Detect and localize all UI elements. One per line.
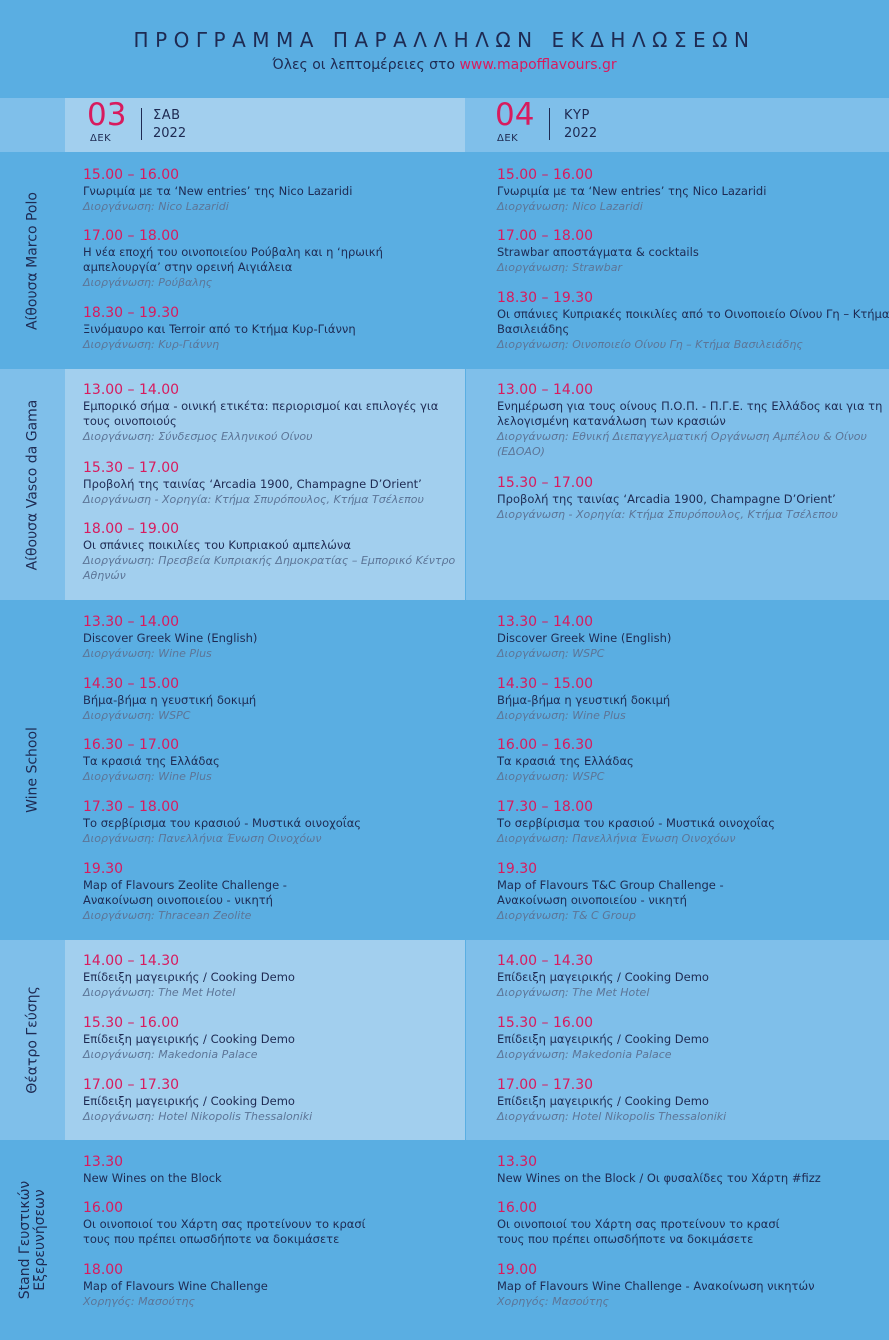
event [83, 677, 463, 723]
hall-name: Θέατρο Γεύσης [24, 986, 40, 1094]
event-title: Βήμα-βήμα η γευστική δοκιμή [83, 693, 257, 707]
event-organizer: Διοργάνωση: Wine Plus [83, 647, 212, 660]
event-time: 19.30 [497, 861, 538, 877]
event-title: Επίδειξη μαγειρικής / Cooking Demo [497, 970, 709, 984]
event-organizer: Διοργάνωση: WSPC [497, 647, 605, 660]
sun-column [466, 152, 889, 369]
day-year: 2022 [153, 126, 187, 141]
event-title: Η νέα εποχή του οινοποιείου Ρούβαλη και η ‘ηρωική αμπελουργία’ στην ορεινή Αιγιάλεια [83, 245, 383, 274]
event [83, 383, 463, 444]
event-organizer: Διοργάνωση: Ρούβαλης [83, 276, 213, 289]
hall-marco-polo [0, 152, 889, 369]
event-title: Εμπορικό σήμα - οινική ετικέτα: περιορισμοί και επιλογές για τους οινοποιούς [83, 399, 439, 428]
event [83, 306, 463, 352]
event-title: Strawbar αποστάγματα & cocktails [497, 245, 699, 259]
event-time: 13.30 – 14.00 [83, 614, 180, 630]
event-organizer: Διοργάνωση: WSPC [83, 709, 191, 722]
day-year: 2022 [564, 126, 598, 141]
sat-column [65, 600, 465, 940]
event-time: 15.00 – 16.00 [83, 167, 180, 183]
day-number: 03 [87, 97, 127, 133]
event [83, 954, 463, 1000]
date-divider [549, 108, 550, 140]
event-time: 19.00 [497, 1262, 538, 1278]
event [497, 291, 889, 352]
sun-column [466, 369, 889, 600]
event [83, 1201, 383, 1247]
event-title: Map of Flavours Zeolite Challenge - Ανακοίνωση οινοποιείου - νικητή [83, 878, 287, 907]
event-title: Επίδειξη μαγειρικής / Cooking Demo [83, 1032, 295, 1046]
event-organizer: Διοργάνωση: Πανελλήνια Ένωση Οινοχόων [497, 832, 736, 845]
event-organizer: Διοργάνωση: Πρεσβεία Κυπριακής Δημοκρατίας – Εμπορικό Κέντρο Αθηνών [83, 554, 456, 582]
event-title: Map of Flavours T&C Group Challenge - Ανακοίνωση οινοποιείου - νικητή [497, 878, 724, 907]
event [83, 1263, 463, 1309]
page-title: ΠΡΟΓΡΑΜΜΑ ΠΑΡΑΛΛΗΛΩΝ ΕΚΔΗΛΩΣΕΩΝ [133, 28, 756, 52]
event-time: 17.30 – 18.00 [83, 799, 180, 815]
event-title: Map of Flavours Wine Challenge - Ανακοίνωση νικητών [497, 1279, 815, 1293]
event-title: Οι σπάνιες Κυπριακές ποικιλίες από το Οινοποιείο Οίνου Γη – Κτήμα Βασιλειάδης [497, 307, 889, 336]
header [0, 0, 889, 98]
event-time: 14.00 – 14.30 [497, 953, 594, 969]
event [497, 168, 889, 214]
website-link[interactable]: www.mapofflavours.gr [459, 57, 617, 73]
day-header-corner [0, 98, 65, 152]
event [83, 1155, 463, 1186]
event-title: Επίδειξη μαγειρικής / Cooking Demo [83, 1094, 295, 1108]
event-time: 14.30 – 15.00 [497, 676, 594, 692]
event-time: 19.30 [83, 861, 124, 877]
day-month: ΔΕΚ [497, 133, 519, 144]
event-time: 17.00 – 18.00 [497, 228, 594, 244]
hall-label-cell [0, 152, 65, 369]
event-title: New Wines on the Block / Οι φυσαλίδες του Χάρτη #fizz [497, 1171, 821, 1185]
event [83, 168, 463, 214]
hall-name-line1: Stand Γευστικών [16, 1180, 33, 1300]
event [497, 229, 889, 275]
event-title: Οι σπάνιες ποικιλίες του Κυπριακού αμπελώνα [83, 538, 351, 552]
event-organizer: Διοργάνωση: Nico Lazaridi [497, 200, 643, 213]
event-organizer: Διοργάνωση: Makedonia Palace [497, 1048, 672, 1061]
event [497, 1201, 797, 1247]
event [83, 1016, 463, 1062]
event-title: Discover Greek Wine (English) [83, 631, 258, 645]
event-organizer: Διοργάνωση: Strawbar [497, 261, 623, 274]
event [497, 383, 889, 459]
event-organizer: Διοργάνωση: WSPC [497, 770, 605, 783]
day-number: 04 [495, 97, 535, 133]
event-time: 17.30 – 18.00 [497, 799, 594, 815]
event [497, 615, 889, 661]
event-time: 13.30 [497, 1154, 538, 1170]
event-title: Το σερβίρισμα του κρασιού - Μυστικά οινοχοΐας [497, 816, 776, 830]
event-title: Ενημέρωση για τους οίνους Π.Ο.Π. - Π.Γ.Ε. της Ελλάδος και για τη λελογισμένη κατανάλωση των κρασιών [497, 399, 883, 428]
event-time: 16.00 [497, 1200, 538, 1216]
event [83, 738, 463, 784]
event-organizer: Διοργάνωση: Εθνική Διεπαγγελματική Οργάνωση Αμπέλου & Οίνου (ΕΔΟΑΟ) [497, 430, 867, 458]
event-time: 13.00 – 14.00 [497, 382, 594, 398]
event [497, 1155, 889, 1186]
event-organizer: Διοργάνωση: Nico Lazaridi [83, 200, 229, 213]
event [83, 862, 343, 923]
event-organizer: Χορηγός: Μασούτης [497, 1295, 609, 1308]
event [497, 800, 889, 846]
event-time: 16.00 [83, 1200, 124, 1216]
event-organizer: Διοργάνωση: Wine Plus [497, 709, 626, 722]
sat-column [65, 940, 465, 1140]
sun-column [466, 1140, 889, 1340]
event-organizer: Διοργάνωση: Wine Plus [83, 770, 212, 783]
event-time: 13.30 [83, 1154, 124, 1170]
event-time: 13.00 – 14.00 [83, 382, 180, 398]
event [497, 1078, 889, 1124]
event-organizer: Διοργάνωση: The Met Hotel [83, 986, 236, 999]
event-title: Οι οινοποιοί του Χάρτη σας προτείνουν το κρασί τους που πρέπει οπωσδήποτε να δοκιμάσετε [497, 1217, 780, 1246]
hall-wine-school [0, 600, 889, 940]
event [83, 229, 463, 290]
event-organizer: Διοργάνωση: T& C Group [497, 909, 636, 922]
event-time: 15.30 – 17.00 [83, 460, 180, 476]
day-weekday: ΚΥΡ [564, 108, 590, 123]
event-organizer: Διοργάνωση - Χορηγία: Κτήμα Σπυρόπουλος, Κτήμα Τσέλεπου [83, 493, 424, 506]
event [497, 862, 757, 923]
event [497, 954, 889, 1000]
event [83, 800, 463, 846]
event-organizer: Διοργάνωση - Χορηγία: Κτήμα Σπυρόπουλος, Κτήμα Τσέλεπου [497, 508, 838, 521]
hall-label-cell [0, 940, 65, 1140]
day-header-sun [466, 98, 889, 152]
event-title: New Wines on the Block [83, 1171, 222, 1185]
sat-column [65, 369, 465, 600]
sun-column [466, 940, 889, 1140]
day-header-sat [65, 98, 465, 152]
event [83, 522, 463, 583]
event-title: Discover Greek Wine (English) [497, 631, 672, 645]
event-time: 18.30 – 19.30 [83, 305, 180, 321]
event-time: 13.30 – 14.00 [497, 614, 594, 630]
event-title: Βήμα-βήμα η γευστική δοκιμή [497, 693, 671, 707]
hall-name-line2: Εξερευνήσεων [31, 1189, 48, 1291]
event-organizer: Διοργάνωση: Hotel Nikopolis Thessaloniki [497, 1110, 727, 1123]
event-organizer: Διοργάνωση: Makedonia Palace [83, 1048, 258, 1061]
event [497, 1263, 889, 1309]
event-time: 14.30 – 15.00 [83, 676, 180, 692]
event-organizer: Διοργάνωση: Σύνδεσμος Ελληνικού Οίνου [83, 430, 313, 443]
event-title: Οι οινοποιοί του Χάρτη σας προτείνουν το κρασί τους που πρέπει οπωσδήποτε να δοκιμάσετε [83, 1217, 366, 1246]
event-title: Προβολή της ταινίας ‘Arcadia 1900, Champagne D’Orient’ [497, 492, 836, 506]
day-header-row [0, 98, 889, 152]
hall-name: Wine School [24, 727, 40, 813]
event-title: Ξινόμαυρο και Terroir από το Κτήμα Κυρ-Γιάννη [83, 322, 356, 336]
event-time: 16.30 – 17.00 [83, 737, 180, 753]
event-time: 15.00 – 16.00 [497, 167, 594, 183]
hall-label-cell [0, 1140, 65, 1340]
hall-label-cell [0, 600, 65, 940]
event-time: 14.00 – 14.30 [83, 953, 180, 969]
event-time: 17.00 – 17.30 [497, 1077, 594, 1093]
event-time: 18.00 – 19.00 [83, 521, 180, 537]
event-time: 15.30 – 17.00 [497, 475, 594, 491]
event-title: Επίδειξη μαγειρικής / Cooking Demo [497, 1094, 709, 1108]
event-time: 18.00 [83, 1262, 124, 1278]
event-title: Επίδειξη μαγειρικής / Cooking Demo [497, 1032, 709, 1046]
event-title: Το σερβίρισμα του κρασιού - Μυστικά οινοχοΐας [83, 816, 362, 830]
event [497, 1016, 889, 1062]
event-title: Τα κρασιά της Ελλάδας [497, 754, 634, 768]
event-organizer: Διοργάνωση: Κυρ-Γιάννη [83, 338, 220, 351]
event-time: 16.00 – 16.30 [497, 737, 594, 753]
hall-tasting-stand [0, 1140, 889, 1340]
event-time: 17.00 – 18.00 [83, 228, 180, 244]
event-organizer: Διοργάνωση: Hotel Nikopolis Thessaloniki [83, 1110, 313, 1123]
event-time: 15.30 – 16.00 [83, 1015, 180, 1031]
sat-column [65, 152, 465, 369]
date-divider [141, 108, 142, 140]
event-time: 18.30 – 19.30 [497, 290, 594, 306]
event-title: Γνωριμία με τα ‘New entries’ της Nico Lazaridi [497, 184, 767, 198]
event-organizer: Διοργάνωση: Πανελλήνια Ένωση Οινοχόων [83, 832, 322, 845]
day-weekday: ΣΑΒ [153, 108, 181, 123]
event [497, 677, 889, 723]
sun-column [466, 600, 889, 940]
event [83, 1078, 463, 1124]
event [497, 738, 889, 784]
sat-column [65, 1140, 465, 1340]
event-title: Map of Flavours Wine Challenge [83, 1279, 268, 1293]
hall-theatre-of-taste [0, 940, 889, 1140]
hall-name [18, 1181, 48, 1299]
hall-label-cell [0, 369, 65, 600]
hall-name: Αίθουσα Marco Polo [24, 191, 40, 330]
event-organizer: Διοργάνωση: Οινοποιείο Οίνου Γη – Κτήμα Βασιλειάδης [497, 338, 803, 351]
subtitle [0, 57, 889, 73]
event-time: 17.00 – 17.30 [83, 1077, 180, 1093]
event [83, 615, 463, 661]
event-organizer: Χορηγός: Μασούτης [83, 1295, 195, 1308]
day-month: ΔΕΚ [90, 133, 112, 144]
event [83, 461, 463, 507]
hall-name: Αίθουσα Vasco da Gama [24, 399, 40, 570]
hall-vasco-da-gama [0, 369, 889, 600]
event-organizer: Διοργάνωση: The Met Hotel [497, 986, 650, 999]
event-time: 15.30 – 16.00 [497, 1015, 594, 1031]
event-title: Επίδειξη μαγειρικής / Cooking Demo [83, 970, 295, 984]
event-organizer: Διοργάνωση: Thracean Zeolite [83, 909, 252, 922]
event-title: Γνωριμία με τα ‘New entries’ της Nico Lazaridi [83, 184, 353, 198]
event-title: Τα κρασιά της Ελλάδας [83, 754, 220, 768]
subtitle-text: Όλες οι λεπτομέρειες στο [272, 57, 456, 73]
event-title: Προβολή της ταινίας ‘Arcadia 1900, Champagne D’Orient’ [83, 477, 422, 491]
event [497, 476, 889, 522]
